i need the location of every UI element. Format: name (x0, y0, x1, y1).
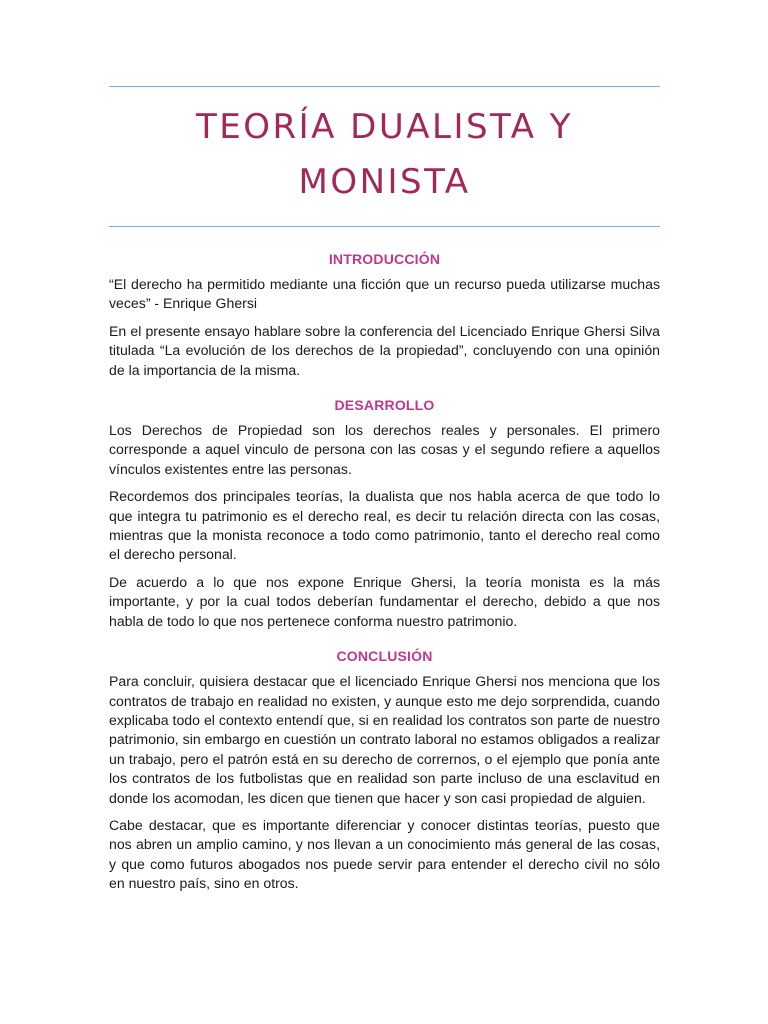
section-conclusion (109, 648, 660, 893)
section-desarrollo (109, 397, 660, 631)
section-heading: CONCLUSIÓN (336, 648, 433, 665)
paragraph: De acuerdo a lo que nos expone Enrique Ghersi, la teoría monista es la más importante, y por la cual todos deberían fundamentar el derecho, debido a que nos habla de todo lo que nos pertenece conforma nuestro patrimonio. (109, 573, 660, 629)
title-line-1: TEORÍA DUALISTA Y (195, 107, 574, 147)
paragraph: Los Derechos de Propiedad son los derechos reales y personales. El primero corresponde a aquel vinculo de persona con las cosas y el segundo refiere a aquellos vínculos existentes entre las personas. (109, 422, 660, 477)
paragraph: Cabe destacar, que es importante diferenciar y conocer distintas teorías, puesto que nos abren un amplio camino, y nos llevan a un conocimiento más general de las cosas, y que como futuros abogados nos puede servir para entender el derecho civil no sólo en nuestro país, sino en otros. (109, 816, 660, 892)
section-heading: INTRODUCCIÓN (328, 251, 441, 267)
title-line-2: MONISTA (298, 162, 471, 202)
paragraph: Recordemos dos principales teorías, la dualista que nos habla acerca de que todo lo que integra tu patrimonio es el derecho real, es decir tu relación directa con las cosas, mientras que la monista reconoce a todo como patrimonio, tanto el derecho real como el derecho personal. (109, 488, 660, 563)
bottom-divider (109, 226, 660, 227)
paragraph: “El derecho ha permitido mediante una ficción que un recurso pueda utilizarse muchas veces” - Enrique Ghersi (109, 276, 660, 312)
section-heading: DESARROLLO (334, 397, 435, 414)
top-divider (109, 86, 660, 87)
document-page (109, 0, 660, 902)
paragraph: Para concluir, quisiera destacar que el licenciado Enrique Ghersi nos menciona que los contratos de trabajo en realidad no existen, y aunque esto me dejo sorprendida, cuando explicaba todo el contexto entendí que, si en realidad los contratos son parte de nuestro patrimonio, sin embargo en cuestión un contrato laboral no estamos obligados a realizar un trabajo, pero el patrón está en su derecho de corrernos, o el ejemplo que ponía ante los contratos de los futbolistas que en realidad son parte incluso de una esclavitud en donde los acomodan, les dicen que tienen que hacer y son casi propiedad de alguien. (109, 673, 660, 806)
paragraph: En el presente ensayo hablare sobre la conferencia del Licenciado Enrique Ghersi Silva titulada “La evolución de los derechos de la propiedad”, concluyendo con una opinión de la importancia de la misma. (109, 322, 660, 378)
section-introduccion (109, 251, 660, 380)
document-title (109, 100, 660, 210)
